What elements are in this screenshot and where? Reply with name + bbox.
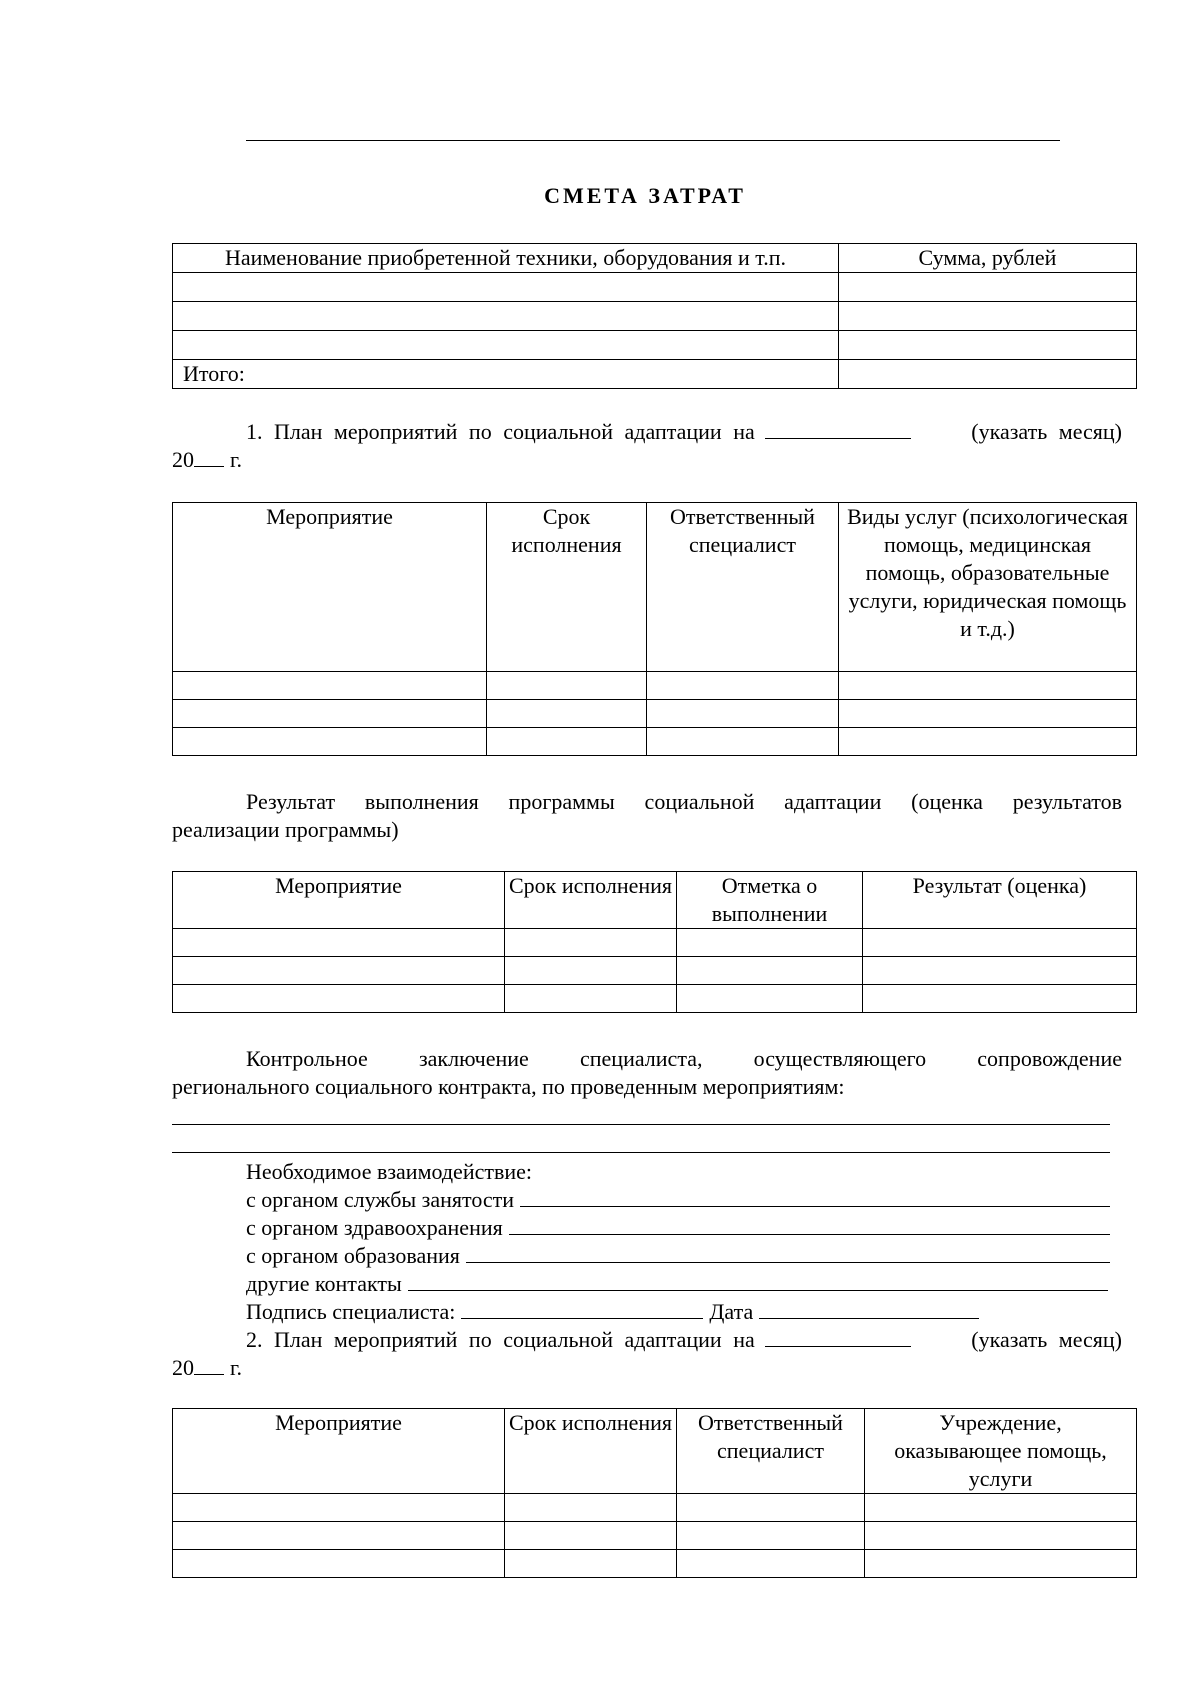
plan2-cell[interactable] bbox=[865, 1522, 1137, 1550]
plan2-header-responsible: Ответственный специалист bbox=[677, 1409, 865, 1494]
conclusion-line-1: Контрольное заключение специалиста, осуществляющего сопровождение bbox=[246, 1046, 1122, 1071]
result-heading bbox=[172, 788, 1122, 844]
cost-cell[interactable] bbox=[173, 331, 839, 360]
result-cell[interactable] bbox=[863, 929, 1137, 957]
plan1-header-event: Мероприятие bbox=[173, 503, 487, 672]
cost-header-sum: Сумма, рублей bbox=[839, 244, 1137, 273]
plan2-year-blank[interactable] bbox=[194, 1354, 224, 1375]
result-table bbox=[172, 871, 1137, 1013]
result-line-1: Результат выполнения программы социальной адаптации (оценка результатов bbox=[246, 789, 1122, 814]
other-label: другие контакты bbox=[246, 1271, 402, 1296]
plan1-header-services: Виды услуг (психологическая помощь, медицинская помощь, образовательные услуги, юридическая помощь и т.д.) bbox=[839, 503, 1137, 672]
cost-cell[interactable] bbox=[839, 302, 1137, 331]
result-header-event: Мероприятие bbox=[173, 872, 505, 929]
employment-label: с органом службы занятости bbox=[246, 1187, 515, 1212]
plan2-month-blank[interactable] bbox=[765, 1326, 911, 1347]
plan1-cell[interactable] bbox=[487, 700, 647, 728]
cost-cell[interactable] bbox=[839, 273, 1137, 302]
plan2-cell[interactable] bbox=[677, 1522, 865, 1550]
plan1-header-responsible: Ответственный специалист bbox=[647, 503, 839, 672]
plan1-year-suffix: г. bbox=[230, 447, 243, 472]
result-header-mark: Отметка о выполнении bbox=[677, 872, 863, 929]
health-blank[interactable] bbox=[509, 1214, 1110, 1235]
plan2-year-prefix: 20 bbox=[172, 1355, 194, 1380]
cost-cell[interactable] bbox=[839, 331, 1137, 360]
result-cell[interactable] bbox=[173, 957, 505, 985]
employment-blank[interactable] bbox=[520, 1186, 1110, 1207]
plan2-year-suffix: г. bbox=[230, 1355, 243, 1380]
plan1-cell[interactable] bbox=[173, 672, 487, 700]
plan2-cell[interactable] bbox=[173, 1522, 505, 1550]
signature-row bbox=[246, 1298, 979, 1326]
plan1-table bbox=[172, 502, 1137, 756]
result-cell[interactable] bbox=[505, 957, 677, 985]
result-cell[interactable] bbox=[863, 985, 1137, 1013]
education-row bbox=[246, 1242, 1110, 1270]
plan2-cell[interactable] bbox=[865, 1494, 1137, 1522]
health-row bbox=[246, 1214, 1110, 1242]
plan2-month-hint: (указать месяц) bbox=[971, 1327, 1122, 1352]
plan1-cell[interactable] bbox=[839, 728, 1137, 756]
result-header-evaluation: Результат (оценка) bbox=[863, 872, 1137, 929]
plan1-cell[interactable] bbox=[647, 700, 839, 728]
employment-row bbox=[246, 1186, 1110, 1214]
result-cell[interactable] bbox=[505, 985, 677, 1013]
result-cell[interactable] bbox=[863, 957, 1137, 985]
cost-table bbox=[172, 243, 1137, 389]
conclusion-text bbox=[172, 1045, 1122, 1101]
plan2-header-event: Мероприятие bbox=[173, 1409, 505, 1494]
plan1-cell[interactable] bbox=[839, 700, 1137, 728]
plan2-header-deadline: Срок исполнения bbox=[505, 1409, 677, 1494]
conclusion-blank-1[interactable] bbox=[172, 1124, 1110, 1125]
plan1-month-hint: (указать месяц) bbox=[971, 419, 1122, 444]
plan1-heading bbox=[172, 418, 1122, 474]
conclusion-blank-2[interactable] bbox=[172, 1152, 1110, 1153]
education-label: с органом образования bbox=[246, 1243, 460, 1268]
result-header-deadline: Срок исполнения bbox=[505, 872, 677, 929]
plan2-table bbox=[172, 1408, 1137, 1578]
plan1-year-prefix: 20 bbox=[172, 447, 194, 472]
plan2-cell[interactable] bbox=[173, 1550, 505, 1578]
result-cell[interactable] bbox=[173, 985, 505, 1013]
plan1-year-blank[interactable] bbox=[194, 446, 224, 467]
result-cell[interactable] bbox=[677, 985, 863, 1013]
cost-header-name: Наименование приобретенной техники, оборудования и т.п. bbox=[173, 244, 839, 273]
result-cell[interactable] bbox=[677, 929, 863, 957]
interaction-heading bbox=[246, 1158, 532, 1186]
date-blank[interactable] bbox=[759, 1298, 979, 1319]
plan2-cell[interactable] bbox=[173, 1494, 505, 1522]
plan1-header-deadline: Срок исполнения bbox=[487, 503, 647, 672]
cost-total-value[interactable] bbox=[839, 360, 1137, 389]
health-label: с органом здравоохранения bbox=[246, 1215, 503, 1240]
plan1-cell[interactable] bbox=[173, 700, 487, 728]
date-label: Дата bbox=[709, 1299, 754, 1324]
plan2-cell[interactable] bbox=[677, 1494, 865, 1522]
result-cell[interactable] bbox=[505, 929, 677, 957]
other-blank[interactable] bbox=[408, 1270, 1108, 1291]
other-row bbox=[246, 1270, 1108, 1298]
plan2-cell[interactable] bbox=[505, 1550, 677, 1578]
result-line-2: реализации программы) bbox=[172, 817, 399, 842]
plan2-heading bbox=[172, 1326, 1122, 1382]
plan1-cell[interactable] bbox=[647, 728, 839, 756]
plan1-cell[interactable] bbox=[173, 728, 487, 756]
header-line bbox=[246, 140, 1060, 141]
plan1-text: 1. План мероприятий по социальной адаптации на bbox=[246, 419, 755, 444]
result-cell[interactable] bbox=[677, 957, 863, 985]
plan1-cell[interactable] bbox=[487, 728, 647, 756]
page-title: СМЕТА ЗАТРАТ bbox=[544, 183, 746, 208]
interaction-heading-text: Необходимое взаимодействие: bbox=[246, 1159, 533, 1184]
plan2-text: 2. План мероприятий по социальной адаптации на bbox=[246, 1327, 755, 1352]
plan2-cell[interactable] bbox=[865, 1550, 1137, 1578]
plan2-cell[interactable] bbox=[505, 1522, 677, 1550]
plan1-cell[interactable] bbox=[839, 672, 1137, 700]
signature-label: Подпись специалиста: bbox=[246, 1299, 456, 1324]
cost-cell[interactable] bbox=[173, 302, 839, 331]
result-cell[interactable] bbox=[173, 929, 505, 957]
plan1-cell[interactable] bbox=[647, 672, 839, 700]
plan1-month-blank[interactable] bbox=[765, 418, 911, 439]
plan2-header-institution: Учреждение, оказывающее помощь, услуги bbox=[865, 1409, 1137, 1494]
cost-cell[interactable] bbox=[173, 273, 839, 302]
signature-blank[interactable] bbox=[461, 1298, 703, 1319]
conclusion-line-2: регионального социального контракта, по проведенным мероприятиям: bbox=[172, 1074, 845, 1099]
cost-total-label: Итого: bbox=[173, 360, 839, 389]
plan1-cell[interactable] bbox=[487, 672, 647, 700]
plan2-cell[interactable] bbox=[677, 1550, 865, 1578]
education-blank[interactable] bbox=[466, 1242, 1110, 1263]
plan2-cell[interactable] bbox=[505, 1494, 677, 1522]
